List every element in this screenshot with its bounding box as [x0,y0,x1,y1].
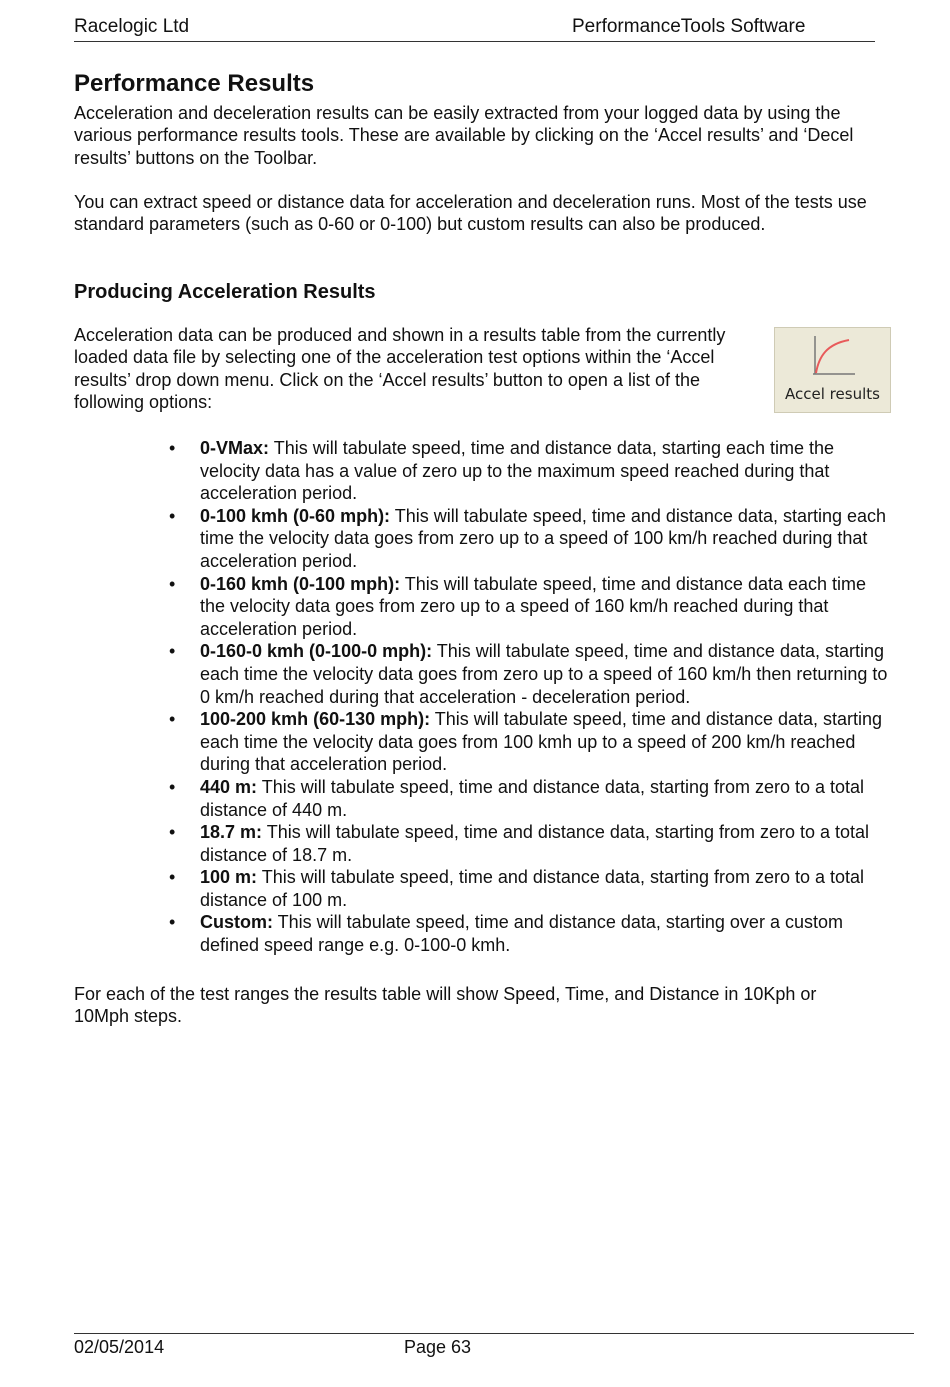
acceleration-curve-icon [809,334,857,378]
bullet: • [169,912,176,933]
list-item [169,911,890,956]
list-item [169,437,890,505]
option-term: 0-160 kmh (0-100 mph): [200,573,401,594]
bullet: • [169,573,176,594]
list-item [169,776,890,821]
option-term: Custom: [200,912,273,933]
bullet: • [169,641,176,662]
acceleration-options-list [169,437,890,957]
bullet: • [169,438,176,458]
header-company: Racelogic Ltd [74,16,190,37]
option-term: 440 m: [200,776,258,797]
option-term: 18.7 m: [200,822,263,843]
subsection-intro: Acceleration data can be produced and shown in a results table from the currently loaded data file by selecting one of the acceleration test options within the ‘Accel results’ drop down menu. Click on the ‘Accel results’ button to open a list of the following options: [74,325,726,413]
list-item [169,708,890,776]
list-item [169,640,890,708]
option-text: This will tabulate speed, time and distance data, starting from zero to a total distance of 18.7 m. [200,822,870,865]
option-term: 100 m: [200,867,258,888]
option-text: This will tabulate speed, time and distance data, starting each time the velocity data has a value of zero up to the maximum speed reached during that acceleration period. [200,438,835,504]
page-header [74,15,875,42]
header-product: PerformanceTools Software [572,16,806,37]
section-title: Performance Results [74,70,315,97]
option-text: This will tabulate speed, time and distance data, starting each time the velocity data goes from 100 kmh up to a speed of 200 km/h reached during that acceleration period. [200,709,883,775]
option-term: 0-100 kmh (0-60 mph): [200,505,391,526]
option-text: This will tabulate speed, time and distance data, starting each time the velocity data goes from zero up to a speed of 100 km/h reached during that acceleration period. [200,505,887,571]
option-text: This will tabulate speed, time and distance data, starting each time the velocity data goes from zero up to a speed of 160 km/h then returning to 0 km/h reached during that acceleration - deceleration period. [200,641,888,707]
page-number: Page 63 [404,1337,472,1357]
option-term: 100-200 kmh (60-130 mph): [200,709,431,730]
subsection-title: Producing Acceleration Results [74,281,376,303]
closing-paragraph: For each of the test ranges the results table will show Speed, Time, and Distance in 10Kph or 10Mph steps. [74,984,817,1027]
list-item [169,505,890,573]
bullet: • [169,505,176,526]
accel-results-button[interactable] [774,327,891,413]
bullet: • [169,867,176,888]
option-text: This will tabulate speed, time and distance data, starting over a custom defined speed range e.g. 0-100-0 kmh. [200,912,843,956]
option-text: This will tabulate speed, time and distance data each time the velocity data goes from zero up to a speed of 160 km/h reached during that acceleration period. [200,573,867,639]
intro-paragraph-2: You can extract speed or distance data for acceleration and deceleration runs. Most of the tests use standard parameters (such as 0-60 or 0-100) but custom results can also be produced. [74,192,867,235]
option-text: This will tabulate speed, time and distance data, starting from zero to a total distance of 100 m. [200,867,865,910]
intro-paragraph-1: Acceleration and deceleration results can be easily extracted from your logged data by using the various performance results tools. These are available by clicking on the ‘Accel results’ and ‘Decel results’ buttons on the Toolbar. [74,103,854,168]
list-item [169,821,890,866]
list-item [169,866,890,911]
option-term: 0-160-0 kmh (0-100-0 mph): [200,641,433,662]
bullet: • [169,822,176,843]
page-footer [74,1333,914,1364]
list-item [169,573,890,641]
footer-date: 02/05/2014 [74,1337,165,1357]
accel-results-label: Accel results [785,385,880,403]
bullet: • [169,709,176,730]
option-text: This will tabulate speed, time and distance data, starting from zero to a total distance of 440 m. [200,776,865,820]
option-term: 0-VMax: [200,438,270,458]
bullet: • [169,776,176,797]
